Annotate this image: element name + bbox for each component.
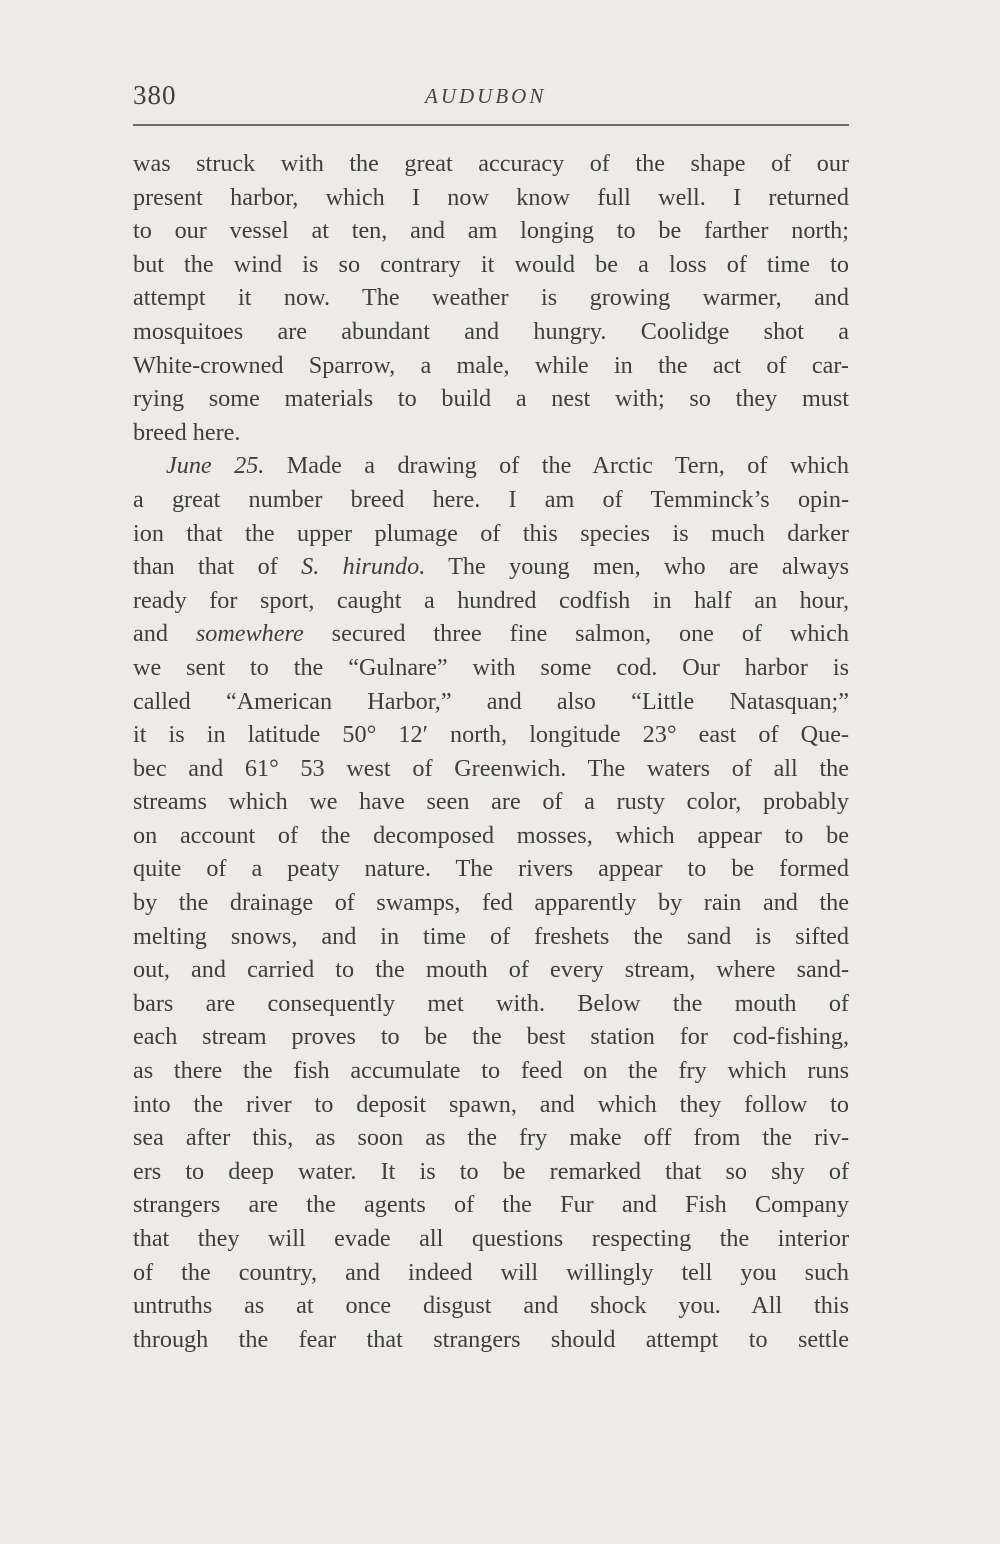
text-line: out, and carried to the mouth of every stream, where sand-: [133, 956, 849, 984]
text-line: as there the fish accumulate to feed on the fry which runs: [133, 1057, 849, 1085]
text-line: we sent to the “Gulnare” with some cod. Our harbor is: [133, 653, 849, 681]
text-segment: secured three fine salmon, one of which: [303, 620, 849, 648]
text-segment: The young men, who are always: [425, 553, 850, 581]
text-line: bec and 61° 53 west of Greenwich. The waters of all the: [133, 754, 849, 782]
text-line: bars are consequently met with. Below the mouth of: [133, 989, 849, 1017]
text-line: each stream proves to be the best station for cod-fishing,: [133, 1023, 849, 1051]
body-text: [133, 147, 849, 1356]
text-line: was struck with the great accuracy of the shape of our: [133, 150, 849, 177]
text-line: ion that the upper plumage of this species is much darker: [133, 519, 849, 547]
text-line: of the country, and indeed will willingly tell you such: [133, 1258, 849, 1286]
text-line-dated-entry: [133, 449, 849, 483]
text-line: ers to deep water. It is to be remarked that so shy of: [133, 1157, 849, 1185]
text-line: mosquitoes are abundant and hungry. Coolidge shot a: [133, 317, 849, 345]
text-line: quite of a peaty nature. The rivers appear to be formed: [133, 855, 849, 883]
text-line: sea after this, as soon as the fry make off from the riv-: [133, 1124, 849, 1152]
text-line: that they will evade all questions respecting the interior: [133, 1225, 849, 1252]
text-segment: than that of: [133, 553, 302, 581]
text-line: but the wind is so contrary it would be a loss of time to: [133, 250, 849, 278]
text-line: by the drainage of swamps, fed apparently by rain and the: [133, 889, 849, 917]
text-line: White-crowned Sparrow, a male, while in the act of car-: [133, 351, 849, 379]
running-title: AUDUBON: [425, 84, 547, 108]
header-rule: [133, 124, 849, 126]
text-line: streams which we have seen are of a rusty color, probably: [133, 788, 849, 816]
text-line: called “American Harbor,” and also “Little Natasquan;”: [133, 687, 849, 715]
text-line: [133, 617, 849, 651]
text-segment: and: [133, 620, 196, 648]
text-line: to our vessel at ten, and am longing to be farther north;: [133, 217, 849, 245]
text-line: breed here.: [133, 418, 241, 446]
text-line: attempt it now. The weather is growing warmer, and: [133, 284, 849, 312]
running-head: [133, 80, 849, 120]
text-line: a great number breed here. I am of Temminck’s opin-: [133, 485, 849, 513]
text-line: [133, 550, 849, 584]
text-line: ready for sport, caught a hundred codfish in half an hour,: [133, 586, 849, 614]
text-line: on account of the decomposed mosses, which appear to be: [133, 821, 849, 849]
page-number: 380: [133, 80, 177, 110]
text-line: it is in latitude 50° 12′ north, longitude 23° east of Que-: [133, 721, 849, 749]
text-line: untruths as at once disgust and shock you. All this: [133, 1292, 849, 1320]
entry-date: June 25.: [166, 452, 265, 480]
emphasis-word: somewhere: [195, 620, 304, 648]
text-segment: Made a drawing of the Arctic Tern, of which: [264, 452, 849, 480]
text-line: into the river to deposit spawn, and which they follow to: [133, 1090, 849, 1118]
text-line: present harbor, which I now know full well. I returned: [133, 183, 849, 211]
text-line: through the fear that strangers should attempt to settle: [133, 1325, 849, 1353]
species-name: S. hirundo.: [301, 553, 426, 581]
text-line: melting snows, and in time of freshets the sand is sifted: [133, 922, 849, 950]
text-line: rying some materials to build a nest with; so they must: [133, 385, 849, 413]
text-line: strangers are the agents of the Fur and Fish Company: [133, 1191, 849, 1219]
